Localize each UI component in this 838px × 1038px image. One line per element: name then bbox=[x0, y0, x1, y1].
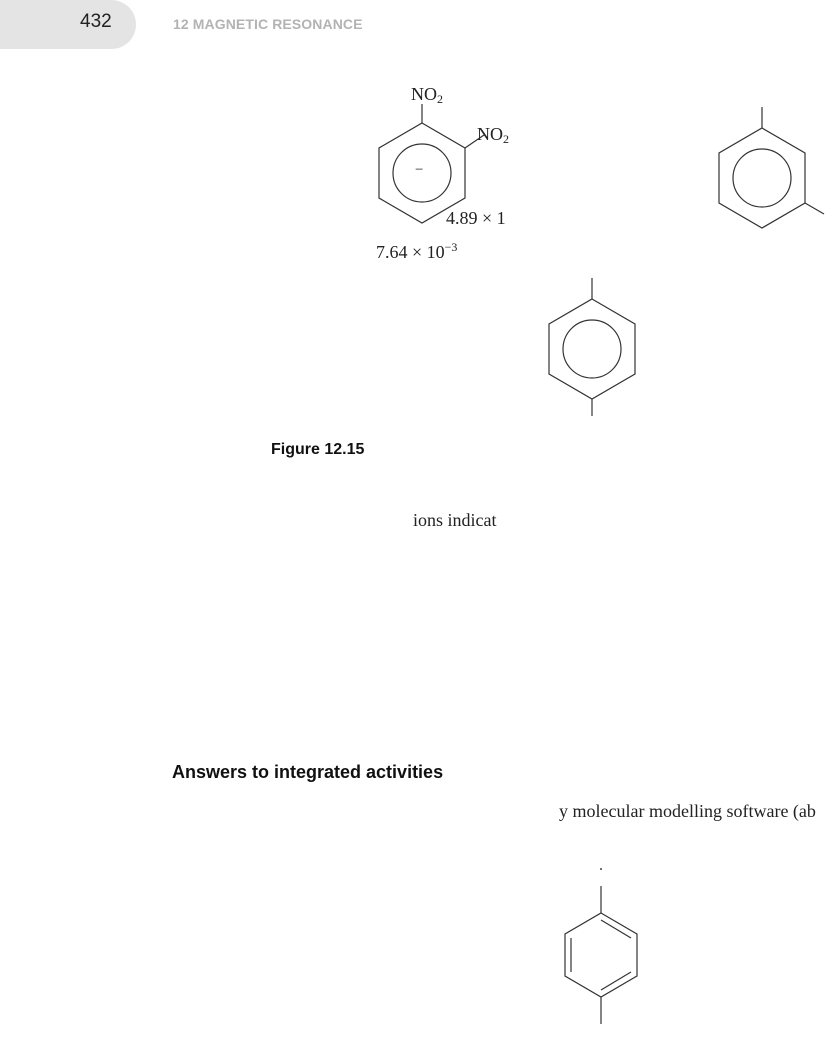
body-text-fragment: y molecular modelling software (ab bbox=[559, 801, 816, 821]
para-substituted-aromatic-ring-icon bbox=[540, 296, 650, 406]
section-heading: Answers to integrated activities bbox=[172, 762, 444, 782]
nitro-group-top: $NO_2$ bbox=[411, 84, 443, 106]
radical-dot-icon bbox=[600, 868, 602, 870]
ring-charge: − bbox=[415, 162, 424, 178]
running-head: 12 MAGNETIC RESONANCE bbox=[173, 16, 363, 32]
meta-substituted-aromatic-ring-icon bbox=[710, 125, 820, 235]
figure-caption-label: Figure 12.15 bbox=[271, 441, 365, 458]
nitro-group-right: $NO_2$ bbox=[477, 124, 509, 146]
body-text-fragment: ions indicat bbox=[413, 510, 497, 530]
page-number: 432 bbox=[80, 11, 112, 32]
coupling-value-b: $7.64 \times 10^{-3}$ bbox=[376, 240, 458, 262]
page-number-tab bbox=[0, 0, 136, 49]
para-substituted-kekule-ring-icon bbox=[556, 910, 646, 1010]
coupling-value-a: 4.89 × 1 bbox=[446, 208, 506, 228]
